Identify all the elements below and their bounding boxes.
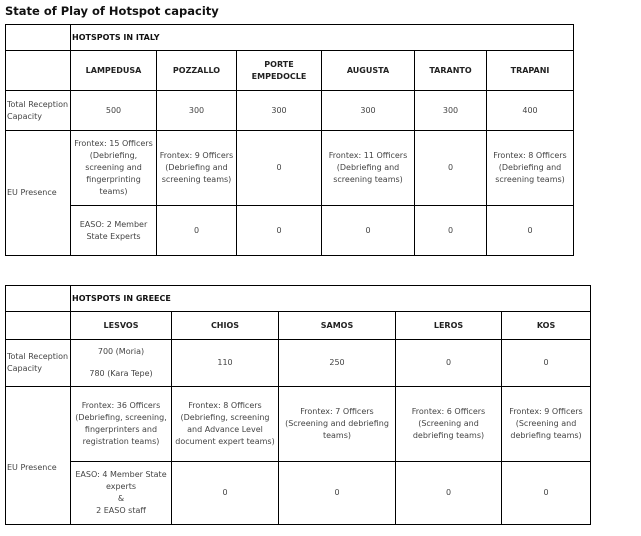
cell-easo: 0 [502, 462, 591, 525]
cell-frontex: Frontex: 9 Officers (Debriefing and screening teams) [157, 131, 237, 206]
cell-frontex: 0 [237, 131, 322, 206]
row-label-eu-presence: EU Presence [6, 387, 71, 525]
column-samos: SAMOS [279, 312, 396, 340]
cell-reception: 250 [279, 340, 396, 387]
cell-reception: 0 [502, 340, 591, 387]
cell-frontex: Frontex: 8 Officers (Debriefing, screening and Advance Level document expert teams) [172, 387, 279, 462]
column-lesvos: LESVOS [71, 312, 172, 340]
blank-cell [6, 312, 71, 340]
italy-header: HOTSPOTS IN ITALY [71, 25, 574, 51]
cell-easo: 0 [172, 462, 279, 525]
cell-easo: 0 [396, 462, 502, 525]
corner-cell [6, 25, 71, 51]
cell-reception: 300 [157, 91, 237, 131]
easo-ampersand: & [117, 494, 125, 503]
cell-easo: 0 [237, 206, 322, 256]
cell-reception: 0 [396, 340, 502, 387]
cell-frontex: Frontex: 8 Officers (Debriefing and screening teams) [487, 131, 574, 206]
reception-kara-tepe: 780 (Kara Tepe) [89, 369, 153, 378]
row-label-reception: Total Reception Capacity [6, 91, 71, 131]
greece-header: HOTSPOTS IN GREECE [71, 286, 591, 312]
cell-easo: 0 [279, 462, 396, 525]
cell-reception: 110 [172, 340, 279, 387]
cell-frontex: Frontex: 7 Officers (Screening and debriefing teams) [279, 387, 396, 462]
cell-easo: 0 [487, 206, 574, 256]
cell-frontex: 0 [415, 131, 487, 206]
column-chios: CHIOS [172, 312, 279, 340]
cell-reception: 300 [237, 91, 322, 131]
cell-frontex: Frontex: 11 Officers (Debriefing and screening teams) [322, 131, 415, 206]
italy-hotspots-table [5, 24, 574, 256]
column-porte-empedocle: PORTE EMPEDOCLE [237, 51, 322, 91]
cell-reception: 300 [415, 91, 487, 131]
cell-easo: 0 [415, 206, 487, 256]
cell-frontex: Frontex: 6 Officers (Screening and debriefing teams) [396, 387, 502, 462]
cell-easo: EASO: 2 Member State Experts [71, 206, 157, 256]
column-pozzallo: POZZALLO [157, 51, 237, 91]
column-lampedusa: LAMPEDUSA [71, 51, 157, 91]
corner-cell [6, 286, 71, 312]
cell-frontex: Frontex: 9 Officers (Screening and debriefing teams) [502, 387, 591, 462]
cell-frontex: Frontex: 15 Officers (Debriefing, screening and fingerprinting teams) [71, 131, 157, 206]
column-taranto: TARANTO [415, 51, 487, 91]
row-label-eu-presence: EU Presence [6, 131, 71, 256]
easo-staff: 2 EASO staff [96, 506, 146, 515]
page-title: State of Play of Hotspot capacity [5, 4, 219, 18]
cell-reception: 300 [322, 91, 415, 131]
cell-reception: 500 [71, 91, 157, 131]
cell-easo: 0 [157, 206, 237, 256]
cell-easo: 0 [322, 206, 415, 256]
cell-reception: 400 [487, 91, 574, 131]
cell-reception-lesvos [71, 340, 172, 387]
blank-cell [6, 51, 71, 91]
cell-frontex: Frontex: 36 Officers (Debriefing, screening, fingerprinters and registration teams) [71, 387, 172, 462]
row-label-reception: Total Reception Capacity [6, 340, 71, 387]
easo-experts: EASO: 4 Member State experts [75, 470, 167, 491]
column-leros: LEROS [396, 312, 502, 340]
cell-easo-lesvos [71, 462, 172, 525]
reception-moria: 700 (Moria) [97, 347, 145, 356]
greece-hotspots-table [5, 285, 591, 525]
column-augusta: AUGUSTA [322, 51, 415, 91]
column-kos: KOS [502, 312, 591, 340]
column-trapani: TRAPANI [487, 51, 574, 91]
